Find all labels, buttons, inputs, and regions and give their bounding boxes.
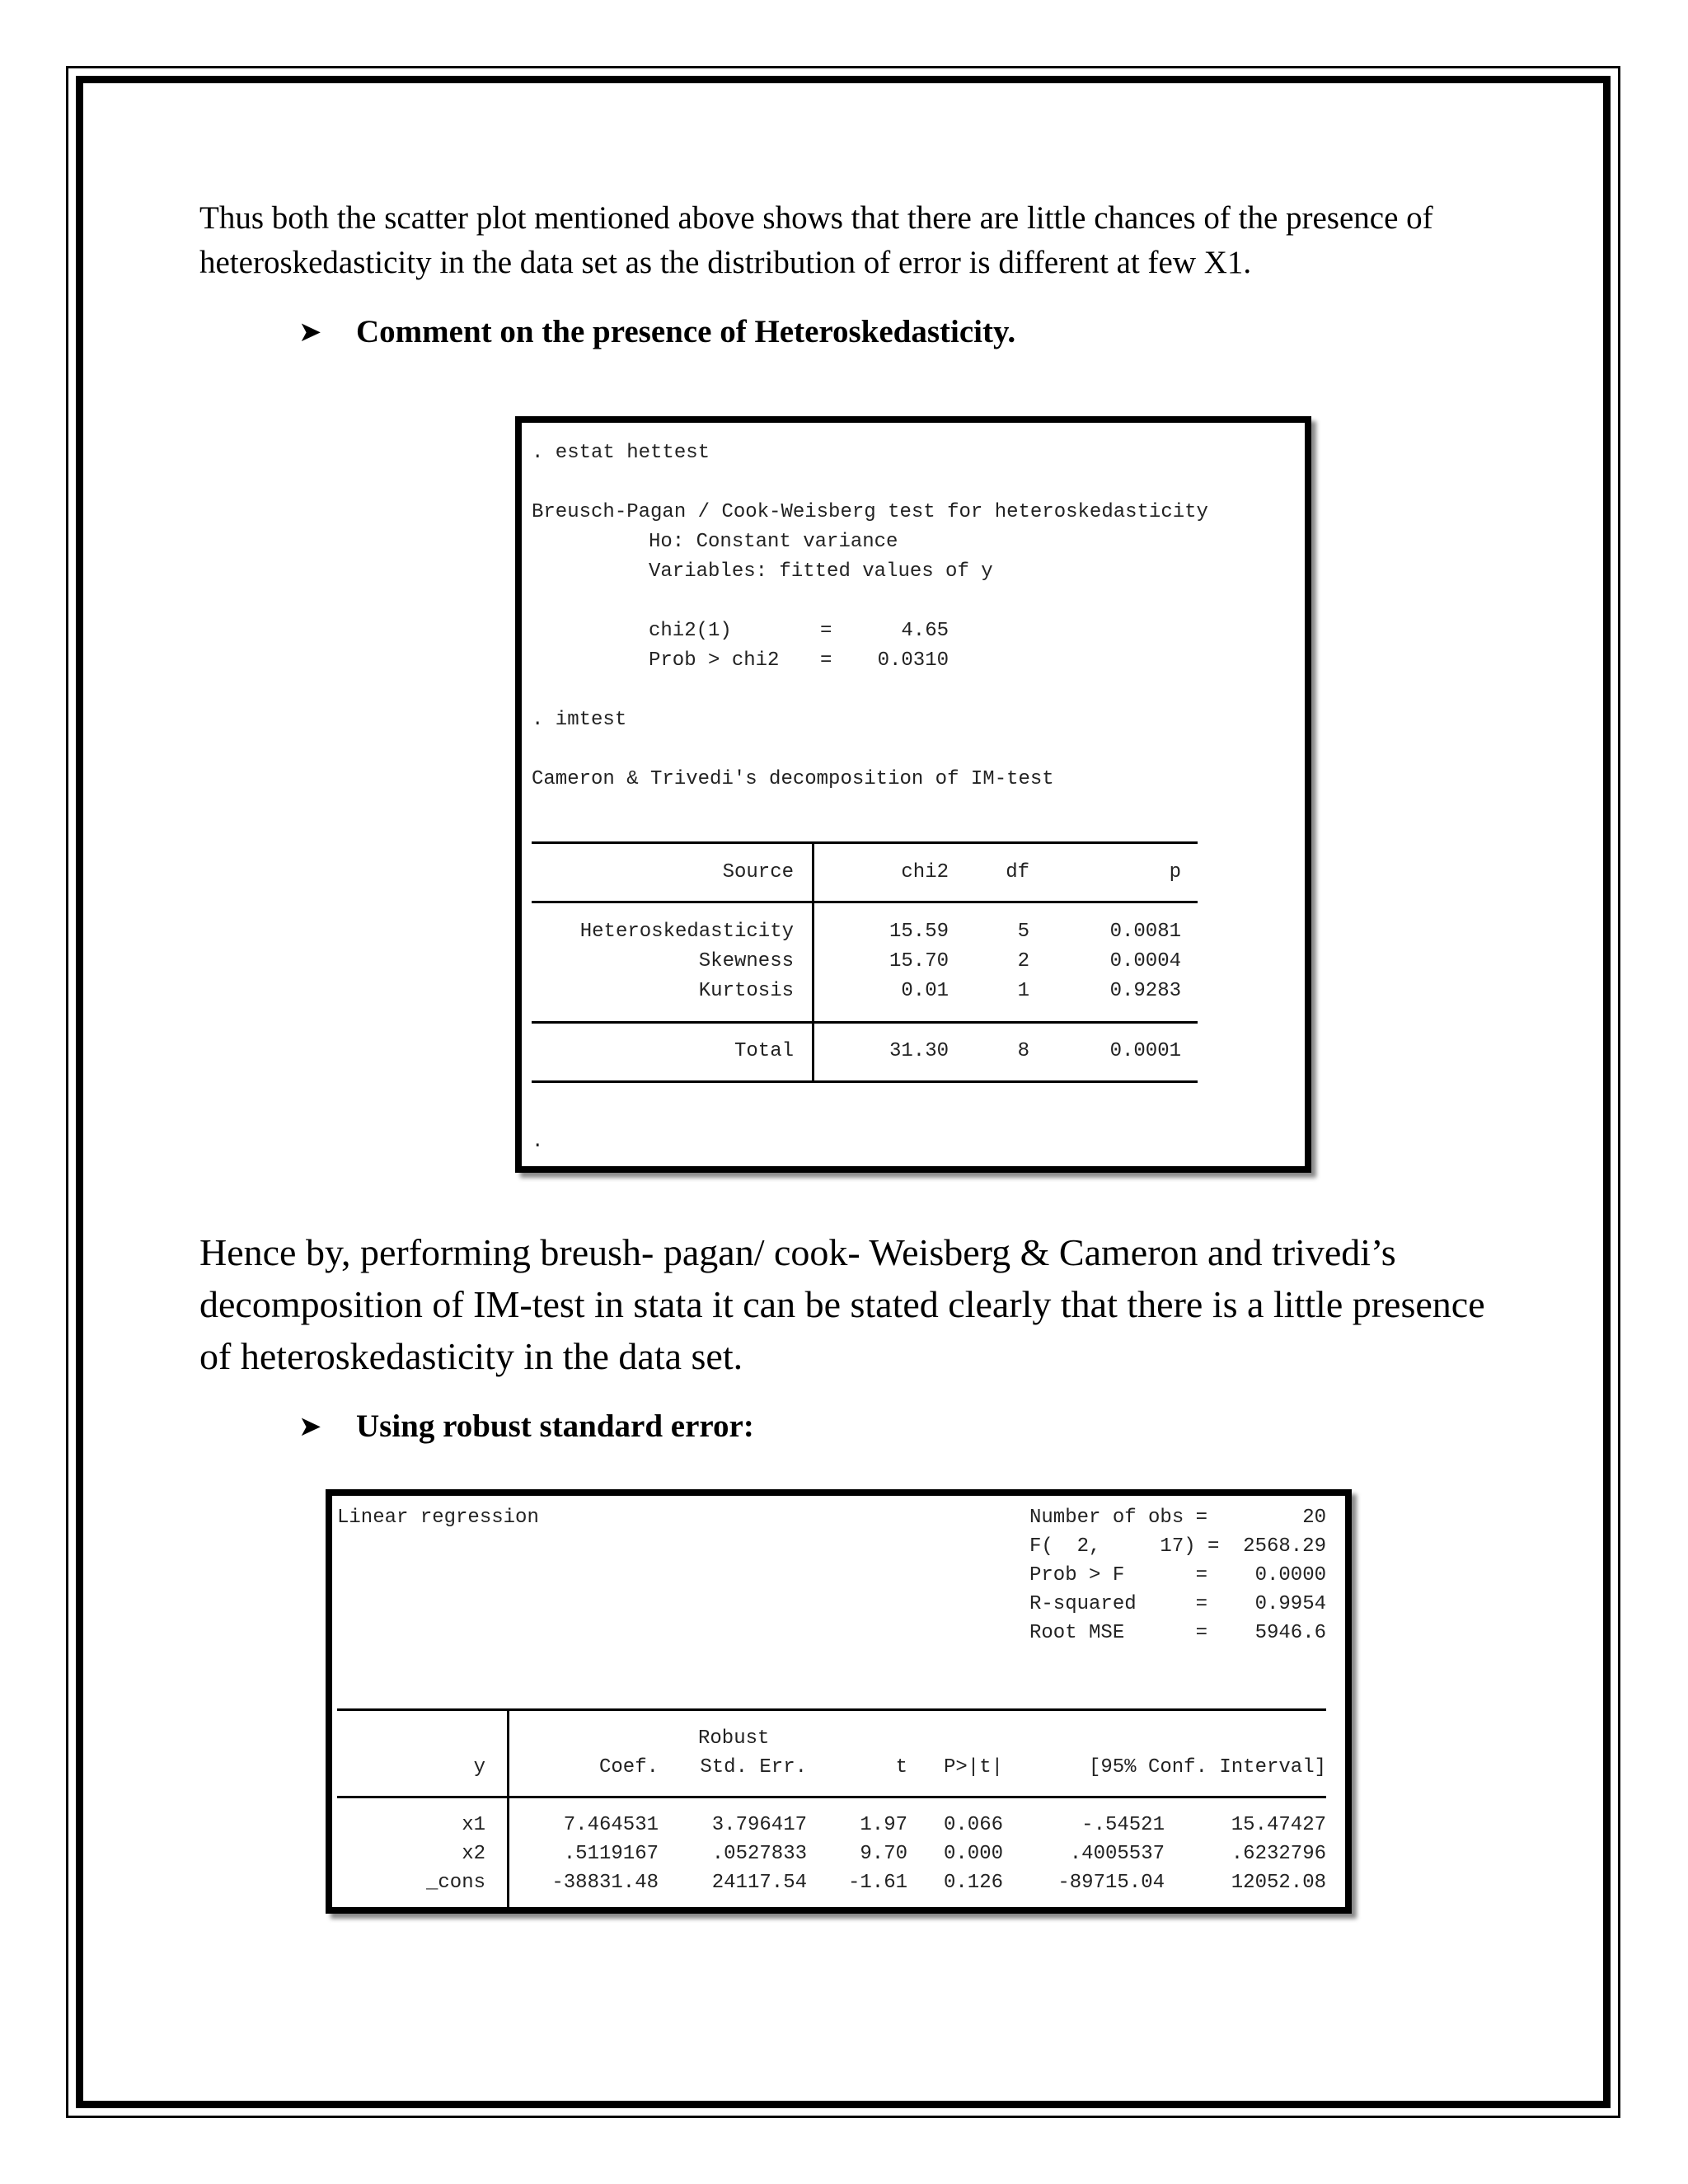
stat-value: 0.9954 — [1254, 1593, 1326, 1615]
row-df: 5 — [1017, 921, 1029, 943]
bullet-heteroskedasticity — [298, 313, 1015, 350]
prob-chi2-equals: = — [820, 649, 832, 672]
col-header-robust: Robust — [698, 1727, 770, 1750]
bp-test-title: Breusch-Pagan / Cook-Weisberg test for heteroskedasticity — [532, 501, 1208, 523]
command-imtest: . imtest — [532, 709, 627, 731]
command-estat-hettest: . estat hettest — [532, 442, 710, 464]
stat-value: 20 — [1302, 1507, 1326, 1529]
bullet-robust-text: Using robust standard error: — [356, 1408, 754, 1444]
col-header-chi2: chi2 — [901, 861, 949, 883]
reg-rule-header — [337, 1796, 1326, 1798]
total-chi2: 31.30 — [889, 1040, 949, 1062]
table-rule-header — [532, 901, 1198, 903]
stata-prompt: . — [532, 1131, 544, 1153]
row-t: 1.97 — [860, 1814, 907, 1836]
stat-label: Number of obs = — [1029, 1507, 1208, 1529]
stat-value: 2568.29 — [1243, 1535, 1326, 1558]
conclusion-paragraph: Hence by, performing breush- pagan/ cook- Weisberg & Cameron and trivedi’s decomposition of IM-test in stata it can be stated clearly that there is a little presence of heteroskedasticity in the data set. — [199, 1231, 1485, 1377]
stata-regression-output — [326, 1489, 1352, 1914]
col-header-p: P>|t| — [943, 1756, 1003, 1779]
row-conf-high: 12052.08 — [1231, 1872, 1326, 1894]
intro-paragraph: Thus both the scatter plot mentioned above shows that there are little chances of the presence of heteroskedasticity in the data set as the distribution of error is different at few X1. — [199, 200, 1433, 280]
row-std-err: 3.796417 — [711, 1814, 807, 1836]
row-p: 0.0004 — [1109, 950, 1181, 972]
total-source: Total — [734, 1040, 794, 1062]
test-variables: Variables: fitted values of y — [649, 560, 993, 583]
row-df: 1 — [1017, 980, 1029, 1002]
row-coef: 7.464531 — [563, 1814, 659, 1836]
reg-rule-top — [337, 1708, 1326, 1711]
col-header-t: t — [895, 1756, 907, 1779]
col-header-y: y — [473, 1756, 485, 1779]
row-chi2: 15.70 — [889, 950, 949, 972]
row-df: 2 — [1017, 950, 1029, 972]
row-p: 0.000 — [943, 1843, 1003, 1865]
chi2-value: 4.65 — [901, 620, 949, 642]
stat-label: Root MSE = — [1029, 1622, 1208, 1644]
row-source: Skewness — [698, 950, 794, 972]
col-header-source: Source — [722, 861, 794, 883]
row-conf-low: -.54521 — [1081, 1814, 1165, 1836]
row-coef: .5119167 — [563, 1843, 659, 1865]
col-header-coef: Coef. — [598, 1756, 659, 1779]
col-header-p: p — [1169, 861, 1181, 883]
stata-hettest-output — [515, 416, 1311, 1173]
table-rule-total — [532, 1021, 1198, 1024]
row-chi2: 0.01 — [901, 980, 949, 1002]
row-p: 0.126 — [943, 1872, 1003, 1894]
bullet-heteroskedasticity-text: Comment on the presence of Heteroskedasticity. — [356, 314, 1016, 349]
table-rule-bottom — [532, 1080, 1198, 1083]
table-vertical-rule — [812, 841, 814, 1021]
bullet-robust — [298, 1408, 754, 1445]
total-df: 8 — [1017, 1040, 1029, 1062]
table-rule-top — [532, 841, 1198, 844]
stat-value: 0.0000 — [1254, 1564, 1326, 1586]
col-header-std-err: Std. Err. — [700, 1756, 807, 1779]
table-vertical-rule-total — [812, 1021, 814, 1080]
col-header-conf-interval: [95% Conf. Interval] — [1088, 1756, 1326, 1779]
row-chi2: 15.59 — [889, 921, 949, 943]
row-conf-high: 15.47427 — [1231, 1814, 1326, 1836]
row-std-err: .0527833 — [711, 1843, 807, 1865]
stat-value: 5946.6 — [1254, 1622, 1326, 1644]
prob-chi2-value: 0.0310 — [877, 649, 949, 672]
row-source: Heteroskedasticity — [579, 921, 794, 943]
stat-label: R-squared = — [1029, 1593, 1208, 1615]
row-var: x1 — [462, 1814, 485, 1836]
row-p: 0.066 — [943, 1814, 1003, 1836]
total-p: 0.0001 — [1109, 1040, 1181, 1062]
null-hypothesis: Ho: Constant variance — [649, 531, 898, 553]
row-conf-low: .4005537 — [1069, 1843, 1165, 1865]
row-p: 0.9283 — [1109, 980, 1181, 1002]
prob-chi2-label: Prob > chi2 — [649, 649, 780, 672]
row-std-err: 24117.54 — [711, 1872, 807, 1894]
im-test-title: Cameron & Trivedi's decomposition of IM-test — [532, 768, 1054, 790]
row-t: -1.61 — [847, 1872, 907, 1894]
row-coef: -38831.48 — [551, 1872, 659, 1894]
row-p: 0.0081 — [1109, 921, 1181, 943]
row-t: 9.70 — [860, 1843, 907, 1865]
row-conf-high: .6232796 — [1231, 1843, 1326, 1865]
row-conf-low: -89715.04 — [1057, 1872, 1165, 1894]
row-var: _cons — [425, 1872, 485, 1894]
regression-title: Linear regression — [337, 1507, 539, 1529]
row-var: x2 — [462, 1843, 485, 1865]
stat-label: Prob > F = — [1029, 1564, 1208, 1586]
row-source: Kurtosis — [698, 980, 794, 1002]
chi2-label: chi2(1) — [649, 620, 732, 642]
reg-vertical-rule — [507, 1708, 509, 1910]
col-header-df: df — [1006, 861, 1029, 883]
chi2-equals: = — [820, 620, 832, 642]
arrow-bullet-icon: ➤ — [298, 1411, 322, 1442]
stat-label: F( 2, 17) = — [1029, 1535, 1220, 1558]
arrow-bullet-icon: ➤ — [298, 316, 322, 348]
